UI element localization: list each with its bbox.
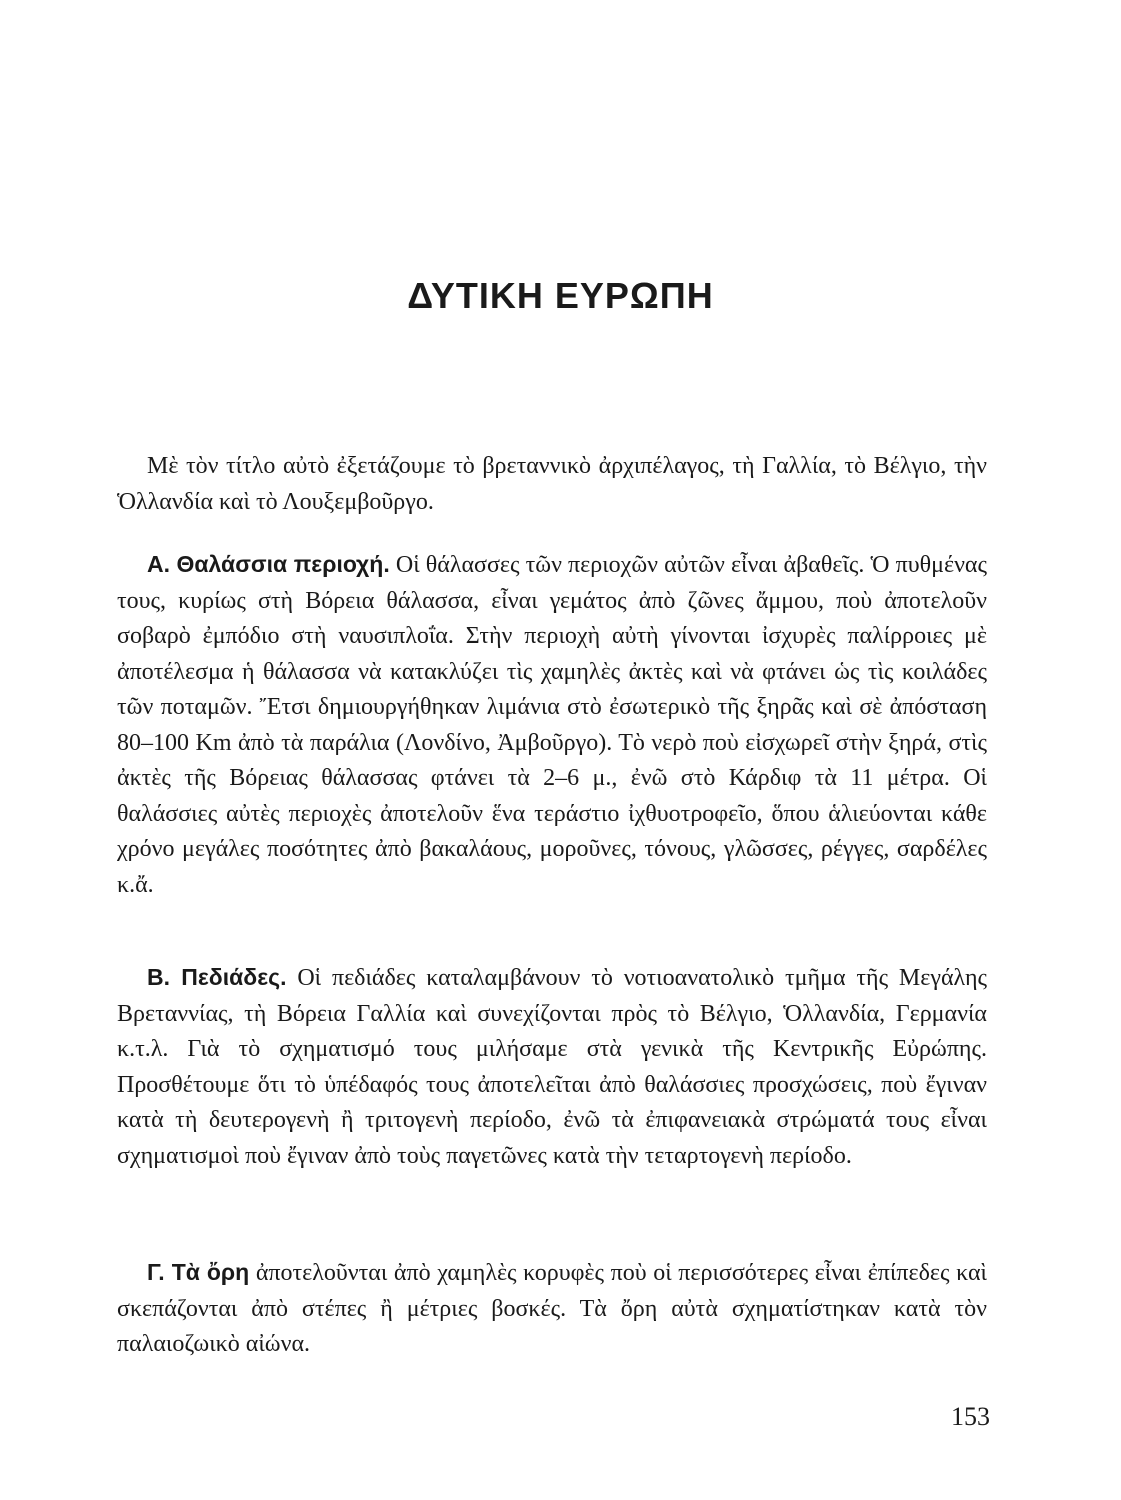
section-a-paragraph xyxy=(117,547,987,903)
intro-paragraph: Μὲ τὸν τίτλο αὐτὸ ἐξετάζουμε τὸ βρεταννικὸ ἀρχιπέλαγος, τὴ Γαλλία, τὸ Βέλγιο, τὴν Ὁλλανδία καὶ τὸ Λουξεμβοῦργο. xyxy=(117,453,987,515)
section-a-text: Οἱ θάλασσες τῶν περιοχῶν αὐτῶν εἶναι ἀβαθεῖς. Ὁ πυθμένας τους, κυρίως στὴ Βόρεια θάλασσα, εἶναι γεμάτος ἀπὸ ζῶνες ἄμμου, ποὺ ἀποτελοῦν σοβαρὸ ἐμπόδιο στὴ ναυσιπλοΐα. Στὴν περιοχὴ αὐτὴ γίνονται ἰσχυρὲς παλίρροιες μὲ ἀποτέλεσμα ἡ θάλασσα νὰ κατακλύζει τὶς χαμηλὲς ἀκτὲς καὶ νὰ φτάνει ὡς τὶς κοιλάδες τῶν ποταμῶν. Ἔτσι δημιουργήθηκαν λιμάνια στὸ ἐσωτερικὸ τῆς ξηρᾶς καὶ σὲ ἀπόσταση 80–100 Km ἀπὸ τὰ παράλια (Λονδίνο, Ἀμβοῦργο). Τὸ νερὸ ποὺ εἰσχωρεῖ στὴν ξηρά, στὶς ἀκτὲς τῆς Βόρειας θάλασσας φτάνει τὰ 2–6 μ., ἐνῶ στὸ Κάρδιφ τὰ 11 μέτρα. Οἱ θαλάσσιες αὐτὲς περιοχὲς ἀποτελοῦν ἕνα τεράστιο ἰχθυοτροφεῖο, ὅπου ἁλιεύονται κάθε χρόνο μεγάλες ποσότητες ἀπὸ βακαλάους, μοροῦνες, τόνους, γλῶσσες, ρέγγες, σαρδέλες κ.ἄ. xyxy=(117,552,988,898)
section-a-heading: Α. Θαλάσσια περιοχή. xyxy=(147,551,390,577)
page-title: ΔΥΤΙΚΗ ΕΥΡΩΠΗ xyxy=(407,275,714,316)
section-b-paragraph xyxy=(117,960,987,1174)
section-c-text: ἀποτελοῦνται ἀπὸ χαμηλὲς κορυφὲς ποὺ οἱ περισσότερες εἶναι ἐπίπεδες καὶ σκεπάζονται ἀπὸ στέπες ἢ μέτριες βοσκές. Τὰ ὄρη αὐτὰ σχηματίστηκαν κατὰ τὸν παλαιοζωικὸ αἰώνα. xyxy=(117,1260,987,1357)
section-c-paragraph xyxy=(117,1255,987,1363)
section-c-heading: Γ. Τὰ ὄρη xyxy=(147,1259,250,1285)
section-b-heading: Β. Πεδιάδες. xyxy=(147,964,287,990)
page-number: 153 xyxy=(951,1402,990,1431)
section-b-text: Οἱ πεδιάδες καταλαμβάνουν τὸ νοτιοανατολικὸ τμῆμα τῆς Μεγάλης Βρεταννίας, τὴ Βόρεια Γαλλία καὶ συνεχίζονται πρὸς τὸ Βέλγιο, Ὁλλανδία, Γερμανία κ.τ.λ. Γιὰ τὸ σχηματισμό τους μιλήσαμε στὰ γενικὰ τῆς Κεντρικῆς Εὐρώπης. Προσθέτουμε ὅτι τὸ ὑπέδαφός τους ἀποτελεῖται ἀπὸ θαλάσσιες προσχώσεις, ποὺ ἔγιναν κατὰ τὴ δευτερογενὴ ἢ τριτογενὴ περίοδο, ἐνῶ τὰ ἐπιφανειακὰ στρώματά τους εἶναι σχηματισμοὶ ποὺ ἔγιναν ἀπὸ τοὺς παγετῶνες κατὰ τὴν τεταρτογενὴ περίοδο. xyxy=(117,965,988,1169)
